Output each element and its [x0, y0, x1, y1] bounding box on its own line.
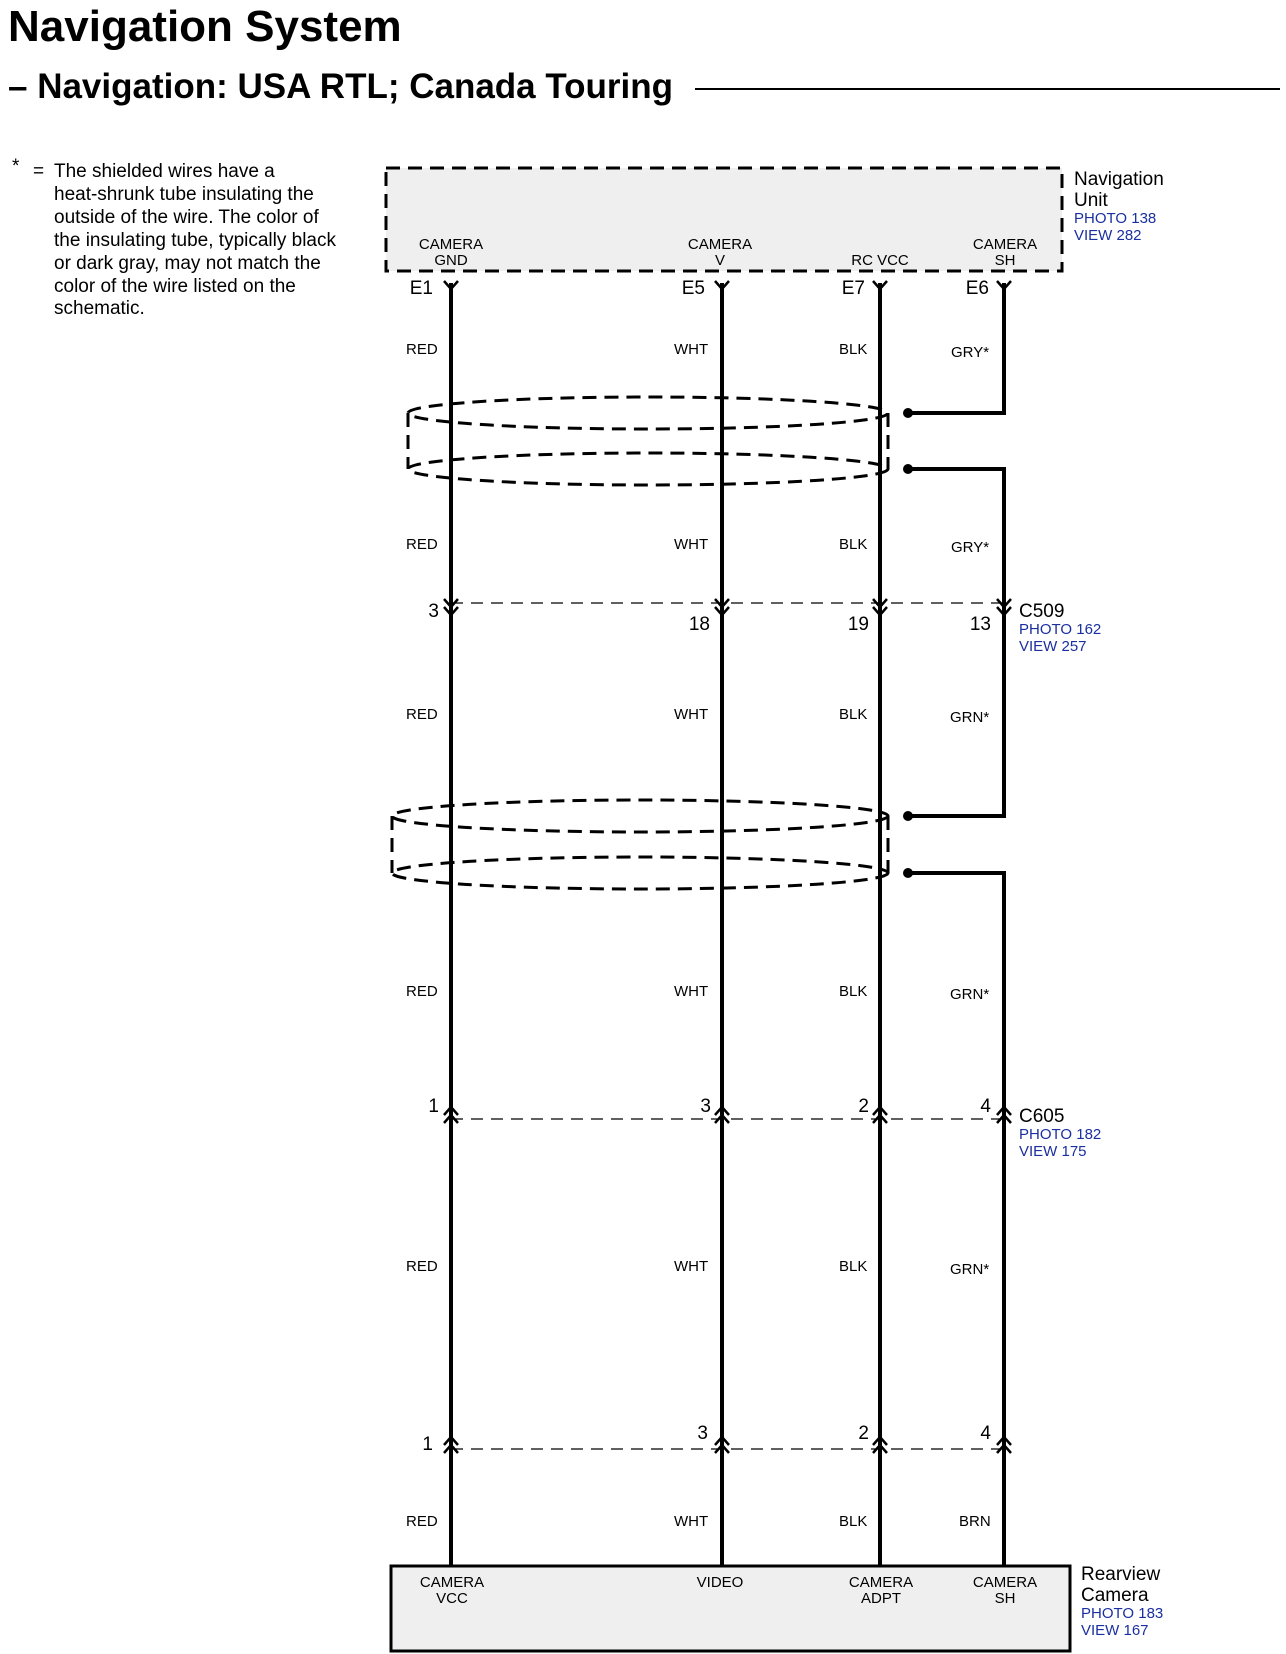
note-line: The shielded wires have a	[54, 161, 275, 182]
page-title: Navigation System	[8, 2, 402, 51]
component-name: Unit	[1074, 190, 1108, 211]
view-ref-link[interactable]: VIEW 257	[1019, 638, 1087, 655]
view-ref-link[interactable]: VIEW 167	[1081, 1622, 1149, 1639]
terminal-label: E7	[841, 278, 865, 299]
wire-color-label: BLK	[839, 1513, 868, 1530]
connector-pin-number: 19	[847, 614, 869, 635]
splice-dot	[903, 868, 913, 878]
view-ref-link[interactable]: VIEW 175	[1019, 1143, 1087, 1160]
wire-color-label: BLK	[839, 1258, 868, 1275]
wire-color-label: GRN*	[950, 986, 990, 1003]
connector-pin-number: 4	[980, 1423, 991, 1444]
component-name: Camera	[1081, 1585, 1149, 1606]
wire-shield-mid	[910, 469, 1004, 606]
terminal-label: E6	[965, 278, 989, 299]
note-text	[54, 161, 336, 319]
tube-ellipse-top	[392, 800, 888, 832]
terminal-label: E1	[409, 278, 433, 299]
wire-color-label: WHT	[674, 706, 709, 723]
connector-pin-number: 1	[422, 1434, 433, 1455]
note-line: or dark gray, may not match the	[54, 253, 321, 274]
shield-drain-dots-lower	[903, 811, 913, 878]
splice-dot	[903, 464, 913, 474]
wire-color-label: GRN*	[950, 1261, 990, 1278]
connector-c605	[428, 1096, 1101, 1160]
connector-pin-number: 3	[428, 601, 439, 622]
wire-color-label: WHT	[674, 1258, 709, 1275]
pin-label: SH	[994, 252, 1016, 269]
component-name: Rearview	[1081, 1564, 1161, 1585]
pin-label: VIDEO	[696, 1574, 744, 1591]
connector-camera	[422, 1423, 1011, 1455]
wire-color-label: RED	[406, 341, 438, 358]
splice-dot	[903, 811, 913, 821]
wire-color-label: RED	[406, 706, 438, 723]
wire-color-label: RED	[406, 536, 438, 553]
wire-color-label: BLK	[839, 536, 868, 553]
connector-pin-number: 2	[858, 1423, 869, 1444]
wires	[451, 283, 1004, 1566]
wire-color-label: GRY*	[951, 344, 990, 361]
tube-ellipse-bottom	[408, 453, 888, 485]
connector-pin-number: 18	[688, 614, 710, 635]
wire-color-label: RED	[406, 1513, 438, 1530]
pin-label: CAMERA	[848, 1574, 914, 1591]
wire-shield-lower	[910, 873, 1004, 1566]
pin-label: VCC	[436, 1590, 468, 1607]
splice-dot	[903, 408, 913, 418]
view-ref-link[interactable]: VIEW 282	[1074, 227, 1142, 244]
connector-pin-number: 13	[969, 614, 991, 635]
component-name: Navigation	[1074, 169, 1164, 190]
wire-color-label: WHT	[674, 983, 709, 1000]
connector-pin-number: 3	[697, 1423, 708, 1444]
wire-color-label: GRY*	[951, 539, 990, 556]
note-line: schematic.	[54, 298, 145, 319]
connector-forks	[444, 1107, 1011, 1123]
pin-label: V	[714, 252, 726, 269]
connector-pin-number: 1	[428, 1096, 439, 1117]
connector-pin-number: 4	[980, 1096, 991, 1117]
shield-tube-upper	[408, 397, 888, 485]
pin-label: CAMERA	[687, 236, 753, 253]
note-line: the insulating tube, typically black	[54, 230, 336, 251]
wire-color-label: BLK	[839, 341, 868, 358]
wire-color-label: BRN	[959, 1513, 991, 1530]
connector-pin-number: 2	[858, 1096, 869, 1117]
terminal-label: E5	[681, 278, 705, 299]
pin-label: CAMERA	[419, 1574, 485, 1591]
connector-c509	[428, 599, 1101, 655]
pin-label: CAMERA	[972, 1574, 1038, 1591]
photo-ref-link[interactable]: PHOTO 138	[1074, 210, 1157, 227]
shield-drain-dots-upper	[903, 408, 913, 474]
pin-label: GND	[434, 252, 468, 269]
tube-ellipse-bottom	[392, 857, 888, 889]
note-line: heat-shrunk tube insulating the	[54, 184, 314, 205]
pin-label: CAMERA	[972, 236, 1038, 253]
wire-color-label: WHT	[674, 341, 709, 358]
connector-pin-number: 3	[700, 1096, 711, 1117]
note-line: outside of the wire. The color of	[54, 207, 319, 228]
pin-label: RC VCC	[851, 252, 909, 269]
note-equals: =	[33, 161, 45, 182]
connector-name: C509	[1019, 601, 1065, 622]
wire-color-label: BLK	[839, 706, 868, 723]
wire-color-labels	[406, 341, 991, 1530]
terminal-labels	[410, 278, 989, 299]
photo-ref-link[interactable]: PHOTO 183	[1081, 1605, 1164, 1622]
pin-label: ADPT	[860, 1590, 902, 1607]
note-line: color of the wire listed on the	[54, 276, 296, 297]
photo-ref-link[interactable]: PHOTO 182	[1019, 1126, 1102, 1143]
wire-color-label: WHT	[674, 536, 709, 553]
rearview-camera-name	[1081, 1564, 1163, 1639]
nav-unit-terminal-forks	[444, 281, 1011, 289]
navigation-unit-name	[1074, 169, 1164, 244]
tube-ellipse-top	[408, 397, 888, 429]
note-asterisk: *	[12, 156, 20, 177]
pin-label: SH	[994, 1590, 1016, 1607]
wire-color-label: RED	[406, 1258, 438, 1275]
connector-forks	[444, 1437, 1011, 1453]
shield-tube-lower	[392, 800, 888, 889]
page-subtitle: – Navigation: USA RTL; Canada Touring	[8, 67, 674, 106]
connector-forks	[444, 599, 1011, 615]
pin-label: CAMERA	[418, 236, 484, 253]
wire-color-label: RED	[406, 983, 438, 1000]
photo-ref-link[interactable]: PHOTO 162	[1019, 621, 1102, 638]
wire-color-label: GRN*	[950, 709, 990, 726]
wire-color-label: WHT	[674, 1513, 709, 1530]
connector-name: C605	[1019, 1106, 1065, 1127]
wire-color-label: BLK	[839, 983, 868, 1000]
